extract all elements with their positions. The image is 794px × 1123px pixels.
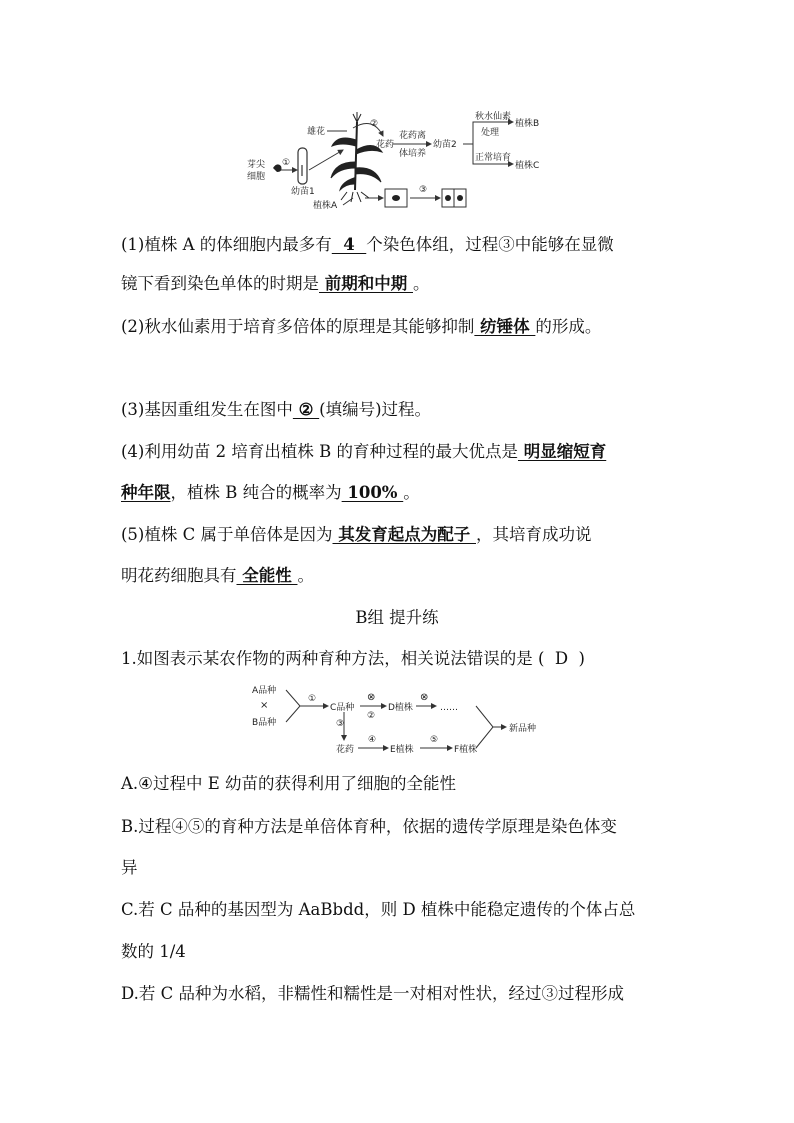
q3-text-2: (填编号)过程。 bbox=[319, 400, 432, 419]
q4-answer: 明显缩短育 bbox=[517, 442, 607, 461]
section-heading: B组 提升练 bbox=[355, 608, 439, 627]
option-a: A.④过程中 E 幼苗的获得利用了细胞的全能性 bbox=[121, 774, 456, 793]
mc-stem-text: 1.如图表示某农作物的两种育种方法，相关说法错误的是 ( bbox=[121, 649, 545, 668]
male-flower-label: 雄花 bbox=[307, 127, 326, 137]
q2-text-2: 的形成。 bbox=[535, 317, 602, 336]
cell-label: 细胞 bbox=[247, 172, 266, 182]
normal-culture-label: 正常培育 bbox=[475, 153, 512, 163]
q5-answer: 其发育起点为配子 bbox=[332, 525, 476, 544]
fig2-step-1: ① bbox=[308, 694, 317, 704]
fig2-step-4: ④ bbox=[368, 735, 377, 745]
question-1-line-2 bbox=[121, 273, 430, 295]
step-1-label: ① bbox=[282, 158, 291, 168]
colchicine-label-2: 处理 bbox=[481, 128, 500, 138]
question-1-line-1 bbox=[121, 234, 614, 256]
q4b-answer-2: 100% bbox=[341, 483, 404, 502]
plant-f-label: F植株 bbox=[454, 745, 478, 755]
colchicine-label-1: 秋水仙素 bbox=[475, 112, 512, 122]
option-b-line-2: 异 bbox=[121, 858, 138, 877]
question-3 bbox=[121, 399, 431, 421]
plant-a-label: 植株A bbox=[313, 201, 338, 211]
cell-blob-icon bbox=[273, 164, 282, 172]
q4b-text-2: 。 bbox=[403, 483, 420, 502]
fig2-step-2: ② bbox=[367, 711, 376, 721]
q4b-answer: 种年限 bbox=[121, 483, 171, 502]
selfing-symbol-2: ⊗ bbox=[420, 692, 429, 703]
question-2 bbox=[121, 316, 601, 338]
anther-label-2: 花药 bbox=[336, 745, 355, 755]
plant-d-label: D植株 bbox=[388, 703, 413, 713]
q1b-answer: 前期和中期 bbox=[319, 274, 413, 293]
mc-answer: D bbox=[554, 649, 569, 668]
q5b-text: 明花药细胞具有 bbox=[121, 566, 237, 585]
q1-text: (1)植株 A 的体细胞内最多有 bbox=[121, 235, 332, 254]
new-variety-label: 新品种 bbox=[509, 724, 537, 734]
q1b-text-2: 。 bbox=[413, 274, 430, 293]
breeding-diagram-1 bbox=[235, 110, 555, 214]
question-4-line-1 bbox=[121, 441, 606, 463]
fig2-step-3: ③ bbox=[336, 719, 345, 729]
question-4-line-2 bbox=[121, 482, 420, 504]
breeding-diagram-2 bbox=[248, 680, 558, 760]
option-c-line-2: 数的 1/4 bbox=[121, 942, 186, 961]
seedling-1-label: 幼苗1 bbox=[291, 187, 315, 197]
q2-text: (2)秋水仙素用于培育多倍体的原理是其能够抑制 bbox=[121, 317, 475, 336]
mc-close-paren: ) bbox=[578, 649, 585, 668]
fig2-step-5: ⑤ bbox=[430, 735, 439, 745]
selfing-symbol-1: ⊗ bbox=[367, 692, 376, 703]
step-3-label: ③ bbox=[419, 185, 428, 195]
plant-e-label: E植株 bbox=[390, 745, 414, 755]
q3-text: (3)基因重组发生在图中 bbox=[121, 400, 293, 419]
bud-tip-label: 芽尖 bbox=[247, 160, 266, 170]
option-d-line-1: D.若 C 品种为水稻，非糯性和糯性是一对相对性状，经过③过程形成 bbox=[121, 984, 625, 1003]
q4b-text: ，植株 B 纯合的概率为 bbox=[170, 483, 342, 502]
plant-b-label: 植株B bbox=[515, 119, 540, 129]
anther-label: 花药 bbox=[376, 140, 395, 150]
q1-answer: 4 bbox=[331, 235, 367, 254]
step-2-label: ② bbox=[370, 119, 379, 129]
variety-a-label: A品种 bbox=[252, 686, 277, 696]
seedling-2-label: 幼苗2 bbox=[433, 140, 457, 150]
q1-text-2: 个染色体组，过程③中能够在显微 bbox=[366, 235, 614, 254]
variety-b-label: B品种 bbox=[252, 718, 277, 728]
q3-answer: ② bbox=[292, 400, 320, 419]
variety-c-label: C品种 bbox=[330, 703, 355, 713]
ellipsis: …… bbox=[440, 703, 458, 713]
anther-culture-label-2: 体培养 bbox=[399, 149, 427, 159]
mc-question-stem bbox=[121, 648, 585, 670]
q1b-text: 镜下看到染色单体的时期是 bbox=[121, 274, 319, 293]
plant-c-label: 植株C bbox=[515, 161, 540, 171]
q4-text: (4)利用幼苗 2 培育出植株 B 的育种过程的最大优点是 bbox=[121, 442, 518, 461]
q5-text-2: ，其培育成功说 bbox=[476, 525, 592, 544]
q5b-answer: 全能性 bbox=[236, 566, 298, 585]
question-5-line-2 bbox=[121, 565, 314, 587]
anther-culture-label-1: 花药离 bbox=[399, 131, 427, 141]
option-c-line-1: C.若 C 品种的基因型为 AaBbdd，则 D 植株中能稳定遗传的个体占总 bbox=[121, 900, 636, 919]
q5b-text-2: 。 bbox=[297, 566, 314, 585]
option-b-line-1: B.过程④⑤的育种方法是单倍体育种，依据的遗传学原理是染色体变 bbox=[121, 817, 617, 836]
q2-answer: 纺锤体 bbox=[474, 317, 536, 336]
q5-text: (5)植株 C 属于单倍体是因为 bbox=[121, 525, 333, 544]
cross-symbol: × bbox=[260, 700, 269, 711]
question-5-line-1 bbox=[121, 524, 592, 546]
